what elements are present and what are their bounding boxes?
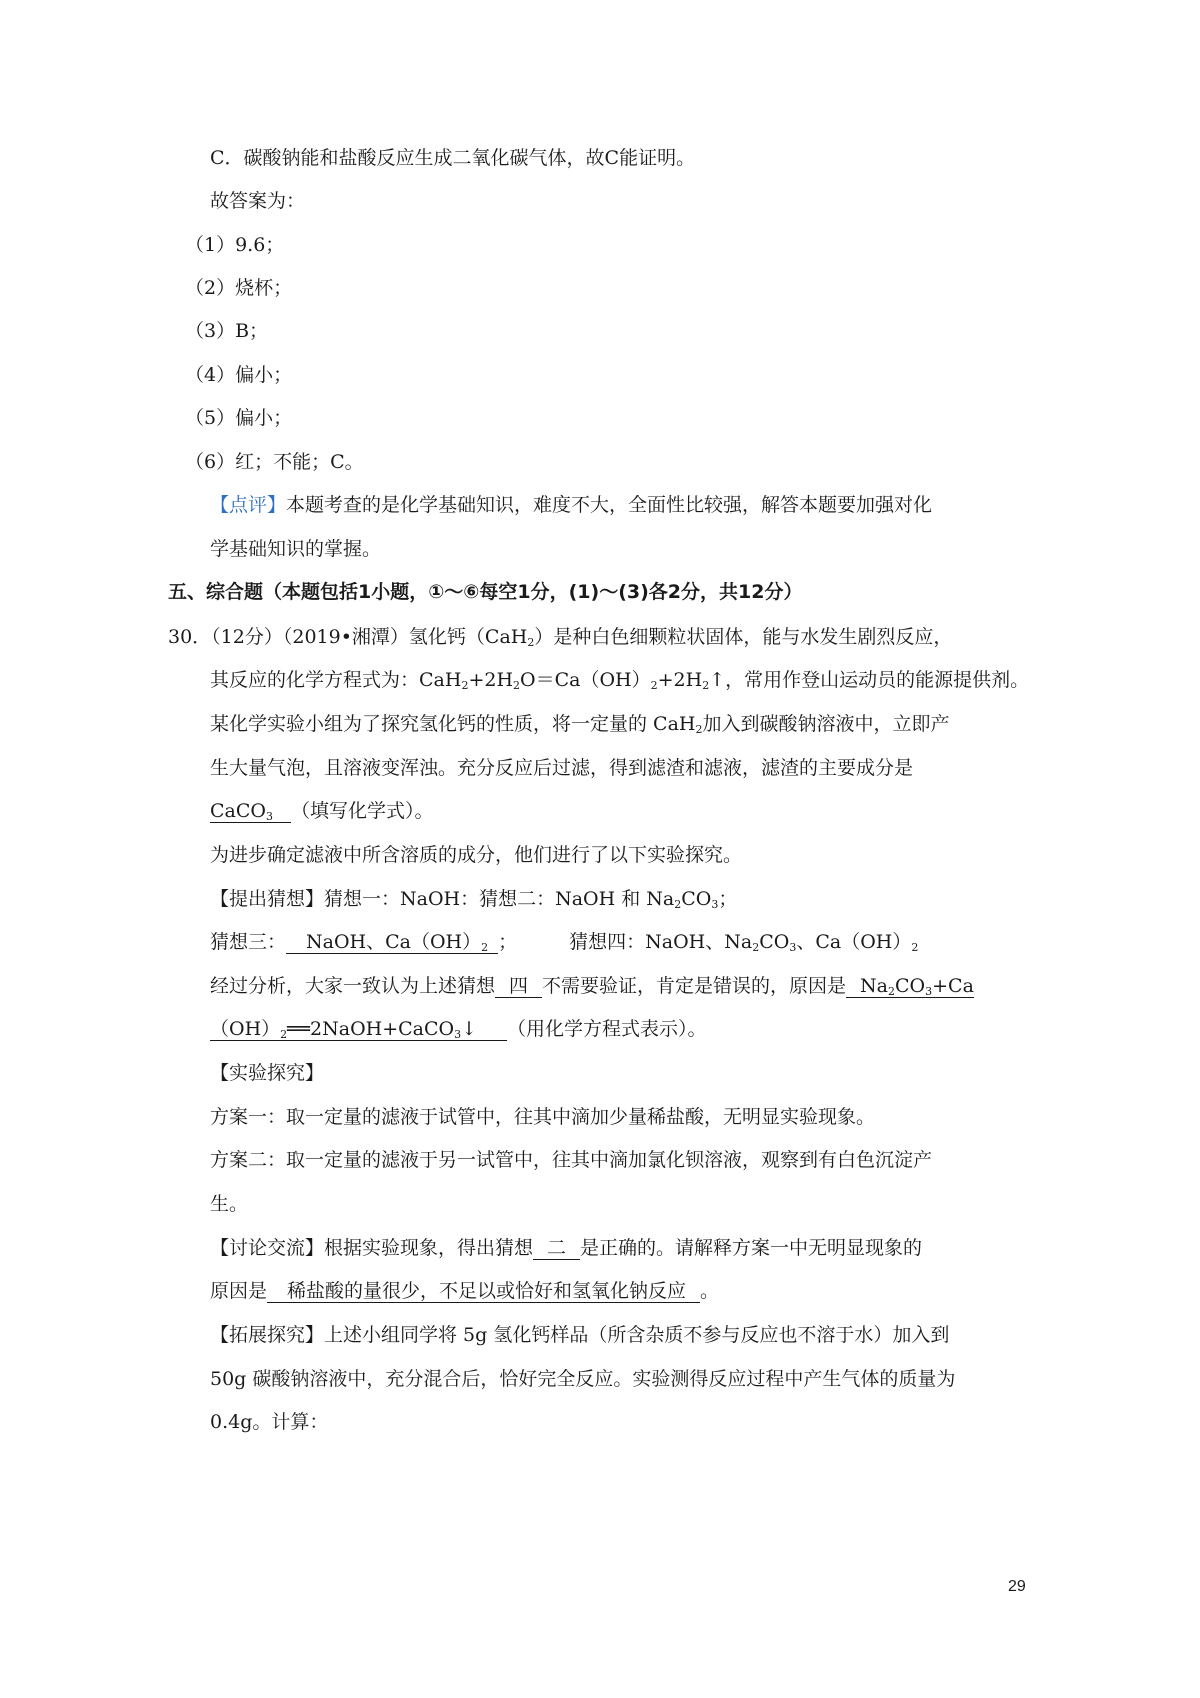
- explore-intro: 为进步确定滤液中所含溶质的成分，他们进行了以下实验探究。: [210, 844, 743, 866]
- question-30-line-4: 生大量气泡，且溶液变浑浊。充分反应后过滤，得到滤渣和滤液，滤渣的主要成分是: [210, 757, 914, 779]
- answer-intro: 故答案为：: [210, 190, 306, 212]
- comment-line-1: 【点评】本题考查的是化学基础知识，难度不大，全面性比较强，解答本题要加强对化: [210, 494, 933, 516]
- filter-residue-answer: CaCO$_3$: [210, 800, 291, 823]
- answer-6: （6）红；不能；C。: [185, 451, 364, 473]
- plan-two-line-2: 生。: [210, 1193, 249, 1215]
- answer-5: （5）偏小；: [185, 407, 293, 429]
- question-30-line-2: 其反应的化学方程式为：$CaH_2+2H_2O=Ca(OH)_2+2H_2↑$，常用作登山运动员的能源提供剂。: [210, 669, 1030, 692]
- extension-line-3: 0.4g。计算：: [210, 1411, 329, 1433]
- page-number: 29: [1008, 1578, 1026, 1595]
- section-five-heading: 五、综合题（本题包括1小题，①～⑥每空1分，(1)～(3)各2分，共12分）: [168, 581, 803, 603]
- filter-residue-answer-line: CaCO$_3$ （填写化学式）。: [210, 800, 434, 823]
- extension-line-1: 【拓展探究】上述小组同学将 5g 氢化钙样品（所含杂质不参与反应也不溶于水）加入到: [210, 1324, 950, 1346]
- wrong-hypothesis-answer: 四: [495, 975, 542, 998]
- plan-one: 方案一：取一定量的滤液于试管中，往其中滴加少量稀盐酸，无明显实验现象。: [210, 1106, 876, 1128]
- option-c-explanation: C．碳酸钠能和盐酸反应生成二氧化碳气体，故C能证明。: [210, 147, 696, 169]
- answer-3: （3）B；: [185, 320, 269, 342]
- reason-equation-line-2: $(OH)_2══2NaOH+CaCO_3↓$ （用化学方程式表示）。: [210, 1018, 707, 1041]
- comment-tag: 【点评】: [210, 494, 287, 516]
- reason-equation-part-2: $(OH)_2══2NaOH+CaCO_3↓$: [210, 1018, 507, 1041]
- hypotheses-line: 【提出猜想】猜想一：NaOH：猜想二：NaOH 和 $Na_2CO_3$；: [210, 888, 738, 911]
- question-30-line-3: 某化学实验小组为了探究氢化钙的性质，将一定量的 CaH$_2$加入到碳酸钠溶液中，立即产: [210, 713, 950, 736]
- hypothesis-3-4-line: 猜想三： NaOH、$Ca(OH)_2$ ； 猜想四：NaOH、$Na_2CO_3$、$Ca(OH)_2$: [210, 931, 919, 954]
- experiment-title: 【实验探究】: [210, 1062, 325, 1084]
- analysis-line: 经过分析，大家一致认为上述猜想 四 不需要验证，肯定是错误的，原因是 $Na_2CO_3+Ca$: [210, 975, 974, 998]
- hypothesis-4: 猜想四：NaOH、$Na_2CO_3$、$Ca(OH)_2$: [569, 931, 919, 954]
- question-30-line-1: 30．（12分）（2019•湘潭）氢化钙（CaH$_2$）是种白色细颗粒状固体，能与水发生剧烈反应，: [168, 626, 953, 649]
- comment-line-2: 学基础知识的掌握。: [210, 538, 382, 560]
- reason-equation-part-1: $Na_2CO_3+Ca$: [846, 975, 974, 998]
- extension-line-2: 50g 碳酸钠溶液中，充分混合后，恰好完全反应。实验测得反应过程中产生气体的质量为: [210, 1368, 956, 1390]
- hypothesis-3-answer: NaOH、$Ca(OH)_2$: [286, 931, 498, 954]
- no-phenomenon-reason-answer: 稀盐酸的量很少，不足以或恰好和氢氧化钠反应: [267, 1280, 700, 1303]
- correct-hypothesis-answer: 二: [533, 1237, 580, 1260]
- plan-two-line-1: 方案二：取一定量的滤液于另一试管中，往其中滴加氯化钡溶液，观察到有白色沉淀产: [210, 1149, 933, 1171]
- answer-1: （1）9.6；: [185, 234, 285, 256]
- discussion-line-2: 原因是 稀盐酸的量很少，不足以或恰好和氢氧化钠反应 。: [210, 1280, 720, 1302]
- answer-2: （2）烧杯；: [185, 277, 293, 299]
- answer-4: （4）偏小；: [185, 364, 293, 386]
- discussion-line-1: 【讨论交流】根据实验现象，得出猜想 二 是正确的。请解释方案一中无明显现象的: [210, 1237, 923, 1259]
